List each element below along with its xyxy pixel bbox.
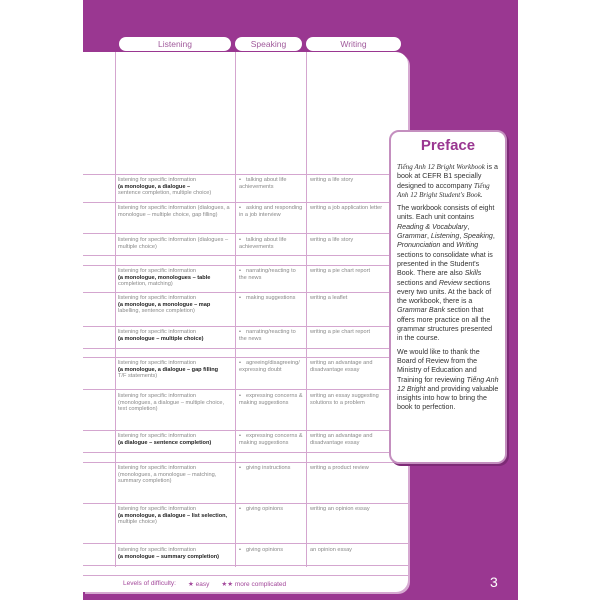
- section-name: Writing: [456, 241, 479, 250]
- tab-speaking: Speaking: [235, 37, 302, 51]
- cell-text: expressing concerns & making suggestions: [239, 433, 303, 446]
- writing-cell: writing a pie chart report: [310, 268, 371, 274]
- cell-text: narrating/reacting to the news: [239, 329, 296, 342]
- cell-text: narrating/reacting to the news: [239, 268, 296, 281]
- row-divider: [83, 233, 408, 234]
- writing-cell: writing a job application letter: [310, 205, 383, 211]
- speaking-cell: • expressing concerns & making suggestions: [239, 433, 303, 446]
- row-divider: [83, 575, 408, 576]
- cell-bold-text: (a monologue – multiple choice): [118, 335, 204, 342]
- text: We would like to thank the Board of Review from the Ministry of Education and Training for reviewing: [397, 347, 480, 384]
- preface-title: Preface: [420, 137, 476, 154]
- writing-cell: writing a life story: [310, 177, 354, 183]
- legend-label: Levels of difficulty:: [123, 580, 176, 587]
- cell-text: T/F statements): [118, 373, 158, 380]
- row-divider: [83, 430, 408, 431]
- column-divider: [115, 52, 116, 567]
- section-name: Pronunciation: [397, 241, 441, 250]
- writing-cell: writing a pie chart report: [310, 329, 371, 335]
- text: is a book at CEFR B1 specially designed to accompany: [397, 163, 498, 190]
- text: ,: [426, 232, 431, 241]
- speaking-cell: • giving instructions: [239, 465, 291, 471]
- difficulty-legend: [123, 580, 286, 588]
- text: ,: [492, 232, 495, 241]
- listening-cell: [118, 360, 234, 380]
- writing-cell: writing an essay suggesting solutions to a problem: [310, 393, 379, 406]
- cell-text: agreeing/disagreeing/ expressing doubt: [239, 360, 300, 373]
- cell-text: talking about life achievements: [239, 237, 287, 250]
- cell-text: listening for specific information: [118, 433, 197, 439]
- speaking-cell: • asking and responding in a job interview: [239, 205, 303, 218]
- preface-paragraph-1: [397, 163, 499, 200]
- text: sections every two units. At the back of the workbook, there is a: [397, 278, 492, 306]
- text: sections to consolidate what is presented in the Student's Book. There are also: [397, 250, 493, 278]
- column-divider: [306, 52, 307, 567]
- section-name: Grammar Bank: [397, 306, 446, 315]
- cell-text: giving opinions: [246, 547, 284, 553]
- text: ,: [459, 232, 464, 241]
- text: section that offers more practice on all the grammar structures presented in the course.: [397, 306, 493, 343]
- tab-writing: Writing: [306, 37, 401, 51]
- listening-cell: listening for specific information (monologues, a dialogue – multiple choice, text completion): [118, 393, 225, 413]
- listening-cell: [118, 177, 233, 197]
- text: sections and: [397, 278, 439, 287]
- skill-tabs: [119, 37, 401, 52]
- section-name: Grammar: [397, 232, 427, 241]
- speaking-cell: • narrating/reacting to the news: [239, 329, 296, 342]
- row-divider: [83, 326, 408, 327]
- section-name: Listening: [430, 232, 460, 241]
- speaking-cell: • giving opinions: [239, 506, 284, 512]
- section-name: Speaking: [463, 232, 493, 241]
- text: and providing valuable insights into how to bring the book to perfection.: [397, 384, 499, 412]
- cell-text: listening for specific information: [118, 360, 197, 366]
- speaking-cell: • agreeing/disagreeing/ expressing doubt: [239, 360, 300, 373]
- writing-cell: an opinion essay: [310, 547, 352, 553]
- row-divider: [83, 202, 408, 203]
- preface-paragraph-2: [397, 204, 499, 343]
- cell-bold-text: (a monologue – summary completion): [118, 553, 220, 560]
- cell-text: completion, matching): [118, 281, 173, 288]
- text: ,: [467, 222, 470, 231]
- cell-text: listening for specific information: [118, 506, 197, 512]
- row-divider: [83, 357, 408, 358]
- writing-cell: writing an advantage and disadvantage essay: [310, 433, 373, 446]
- cell-text: listening for specific information: [118, 329, 197, 335]
- speaking-cell: • narrating/reacting to the news: [239, 268, 296, 281]
- row-divider: [83, 462, 408, 463]
- speaking-cell: • making suggestions: [239, 295, 296, 301]
- listening-cell: [118, 295, 233, 315]
- section-name: Review: [438, 278, 463, 287]
- row-divider: [83, 452, 408, 453]
- row-divider: [83, 565, 408, 566]
- cell-bold-text: (a dialogue – sentence completion): [118, 439, 212, 446]
- writing-cell: writing a life story: [310, 237, 354, 243]
- section-name: Reading & Vocabulary: [397, 222, 468, 231]
- speaking-cell: • talking about life achievements: [239, 177, 287, 190]
- writing-cell: writing an opinion essay: [310, 506, 370, 512]
- cell-bold-text: (a monologue, monologues – table: [118, 274, 211, 281]
- page-number: 3: [490, 574, 498, 590]
- cell-text: giving instructions: [246, 465, 291, 471]
- cell-text: listening for specific information: [118, 295, 197, 301]
- cell-bold-text: (a monologue, a monologue – map: [118, 301, 211, 308]
- listening-cell: [118, 506, 236, 526]
- cell-text: multiple choice): [118, 519, 157, 526]
- speaking-cell: • talking about life achievements: [239, 237, 287, 250]
- cell-bold-text: (a monologue, a dialogue –: [118, 183, 191, 190]
- cell-bold-text: (a monologue, a dialogue – gap filling: [118, 366, 219, 373]
- row-divider: [83, 255, 408, 256]
- cell-text: sentence completion, multiple choice): [118, 190, 212, 197]
- legend-complicated: ★★ more complicated: [221, 581, 287, 588]
- listening-cell: listening for specific information (monologues, a monologue – matching, summary completion): [118, 465, 217, 485]
- row-divider: [83, 265, 408, 266]
- listening-cell: [118, 268, 233, 288]
- cell-text: listening for specific information: [118, 177, 197, 183]
- book-title: Tiếng Anh 12 Bright Student's Book.: [397, 181, 490, 199]
- listening-cell: listening for specific information (dialogues – multiple choice): [118, 237, 229, 250]
- row-divider: [83, 292, 408, 293]
- book-title: Tiếng Anh 12 Bright Workbook: [397, 163, 485, 171]
- cell-text: expressing concerns & making suggestions: [239, 393, 303, 406]
- listening-cell: [118, 547, 234, 560]
- section-name: Skills: [464, 269, 482, 278]
- listening-cell: [118, 329, 233, 342]
- writing-cell: writing a product review: [310, 465, 369, 471]
- listening-cell: [118, 433, 234, 446]
- speaking-cell: • expressing concerns & making suggestions: [239, 393, 303, 406]
- left-margin: [0, 0, 83, 600]
- preface-paragraph-3: [397, 348, 499, 413]
- text: The workbook consists of eight units. Each unit contains: [397, 204, 495, 222]
- cell-text: listening for specific information: [118, 547, 197, 553]
- row-divider: [83, 503, 408, 504]
- row-divider: [83, 389, 408, 390]
- listening-cell: listening for specific information (dialogues, a monologue – multiple choice, gap filling): [118, 205, 230, 218]
- cell-text: asking and responding in a job interview: [239, 205, 303, 218]
- writing-cell: writing an advantage and disadvantage essay: [310, 360, 373, 373]
- writing-cell: writing a leaflet: [310, 295, 348, 301]
- row-divider: [83, 543, 408, 544]
- cell-text: giving opinions: [246, 506, 284, 512]
- cell-text: talking about life achievements: [239, 177, 287, 190]
- preface-box: [389, 130, 507, 464]
- text: and: [440, 241, 457, 250]
- cell-text: labelling, sentence completion): [118, 308, 195, 315]
- cell-text: listening for specific information: [118, 268, 197, 274]
- row-divider: [83, 174, 408, 175]
- book-title: Tiếng Anh 12 Bright: [397, 375, 499, 393]
- column-divider: [235, 52, 236, 567]
- speaking-cell: • giving opinions: [239, 547, 284, 553]
- cell-bold-text: (a monologue, a dialogue – list selection,: [118, 512, 228, 519]
- legend-easy: ★ easy: [188, 581, 210, 588]
- tab-listening: Listening: [119, 37, 231, 51]
- cell-text: making suggestions: [246, 295, 296, 301]
- row-divider: [83, 348, 408, 349]
